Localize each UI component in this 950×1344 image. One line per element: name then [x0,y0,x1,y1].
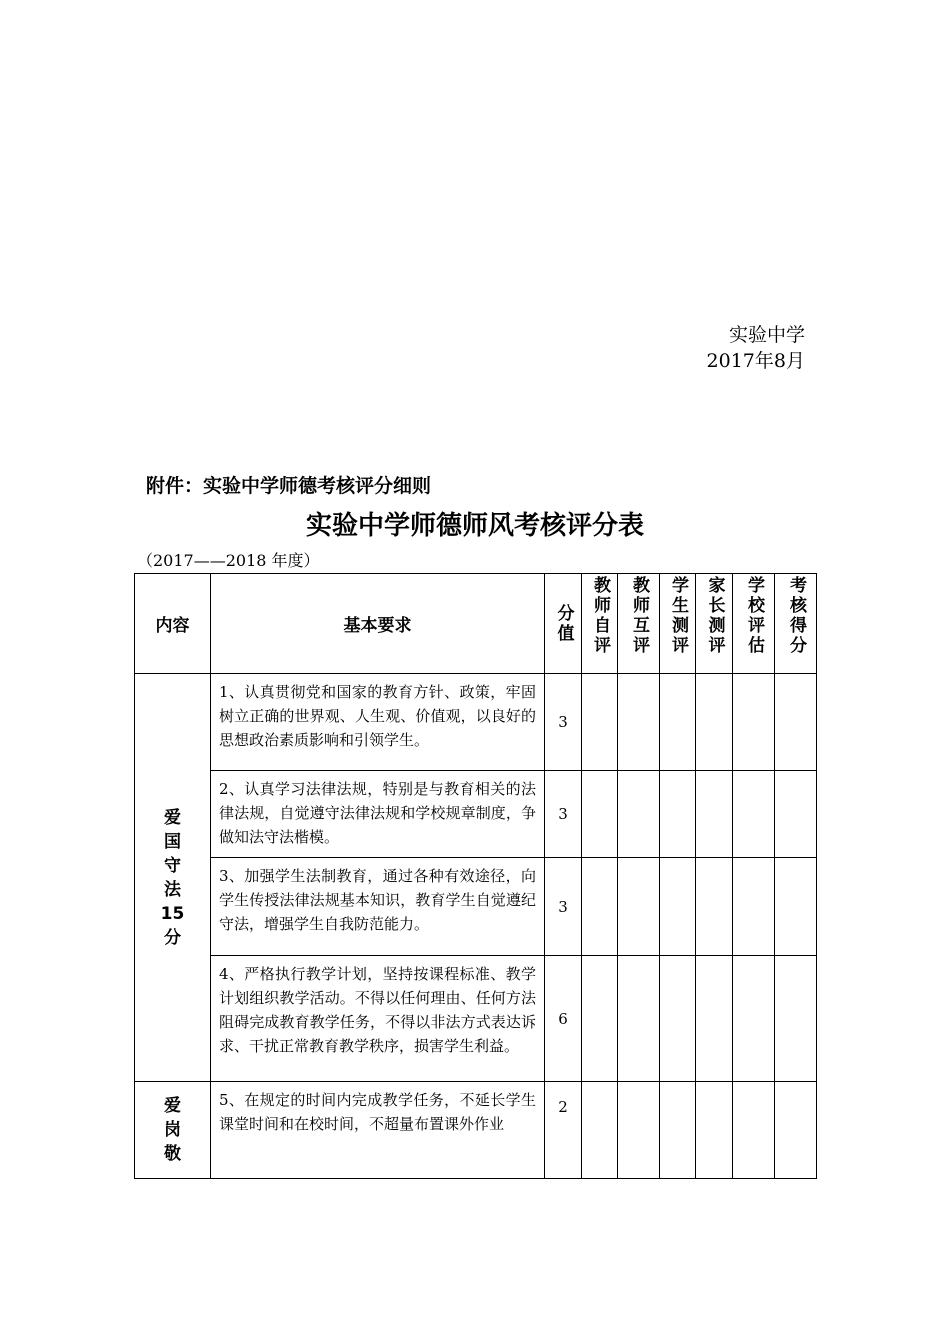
table-title: 实验中学师德师风考核评分表 [305,511,644,541]
parent-eval-4[interactable] [696,956,733,1082]
requirement-3: 3、加强学生法制教育，通过各种有效途径，向学生传授法律法规基本知识，教育学生自觉遵纪守法，增强学生自我防范能力。 [211,858,545,956]
table-row [135,956,817,1082]
teacher-self-1[interactable] [582,674,618,771]
header-score: 分值 [553,603,574,644]
header-teacher-peer-cell [618,574,660,674]
requirement-2: 2、认真学习法律法规，特别是与教育相关的法律法规，自觉遵守法律法规和学校规章制度，争做知法守法楷模。 [211,771,545,858]
table-row [135,1082,817,1179]
final-score-1[interactable] [775,674,817,771]
teacher-peer-4[interactable] [618,956,660,1082]
teacher-peer-1[interactable] [618,674,660,771]
evaluation-table [134,573,817,1179]
parent-eval-3[interactable] [696,858,733,956]
requirement-4: 4、严格执行教学计划，坚持按课程标准、教学计划组织教学活动。不得以任何理由、任何方法阻碍完成教育教学任务，不得以非法方式表达诉求、干扰正常教育教学秩序，损害学生利益。 [211,956,545,1082]
parent-eval-2[interactable] [696,771,733,858]
signature-date: 2017年8月 [706,350,805,372]
student-eval-3[interactable] [660,858,696,956]
attachment-title: 附件：实验中学师德考核评分细则 [146,475,432,497]
header-teacher-peer: 教师互评 [629,576,649,656]
signature-block [707,322,805,374]
category-patriotic-law: 爱 国 守 法 15 分 [135,674,211,1082]
student-eval-4[interactable] [660,956,696,1082]
teacher-self-3[interactable] [582,858,618,956]
school-eval-3[interactable] [733,858,775,956]
final-score-5[interactable] [775,1082,817,1179]
parent-eval-1[interactable] [696,674,733,771]
final-score-4[interactable] [775,956,817,1082]
teacher-self-2[interactable] [582,771,618,858]
student-eval-1[interactable] [660,674,696,771]
teacher-self-4[interactable] [582,956,618,1082]
header-row [135,574,817,674]
table-row [135,771,817,858]
score-5: 2 [545,1082,582,1179]
header-parent-eval: 家长测评 [704,576,725,656]
signature-org: 实验中学 [728,324,805,346]
school-eval-2[interactable] [733,771,775,858]
final-score-2[interactable] [775,771,817,858]
parent-eval-5[interactable] [696,1082,733,1179]
header-student-eval-cell [660,574,696,674]
header-parent-eval-cell [696,574,733,674]
table-row [135,674,817,771]
school-eval-1[interactable] [733,674,775,771]
requirement-1: 1、认真贯彻党和国家的教育方针、政策，牢固树立正确的世界观、人生观、价值观，以良好的思想政治素质影响和引领学生。 [211,674,545,771]
category-dedication: 爱 岗 敬 [135,1082,211,1179]
school-eval-5[interactable] [733,1082,775,1179]
header-final-score-cell [775,574,817,674]
header-school-eval-cell [733,574,775,674]
header-school-eval: 学校评估 [744,576,764,656]
header-requirement: 基本要求 [211,574,545,674]
school-eval-4[interactable] [733,956,775,1082]
score-1: 3 [545,674,582,771]
header-teacher-self: 教师自评 [590,576,610,656]
score-2: 3 [545,771,582,858]
student-eval-5[interactable] [660,1082,696,1179]
header-teacher-self-cell [582,574,618,674]
teacher-self-5[interactable] [582,1082,618,1179]
score-3: 3 [545,858,582,956]
teacher-peer-3[interactable] [618,858,660,956]
final-score-3[interactable] [775,858,817,956]
teacher-peer-2[interactable] [618,771,660,858]
header-content: 内容 [135,574,211,674]
student-eval-2[interactable] [660,771,696,858]
teacher-peer-5[interactable] [618,1082,660,1179]
header-final-score: 考核得分 [786,576,806,656]
header-student-eval: 学生测评 [668,576,688,656]
table-row [135,858,817,956]
score-4: 6 [545,956,582,1082]
header-score-cell [545,574,582,674]
year-range: （2017——2018 年度） [137,551,320,570]
requirement-5: 5、在规定的时间内完成教学任务，不延长学生课堂时间和在校时间，不超量布置课外作业 [211,1082,545,1179]
